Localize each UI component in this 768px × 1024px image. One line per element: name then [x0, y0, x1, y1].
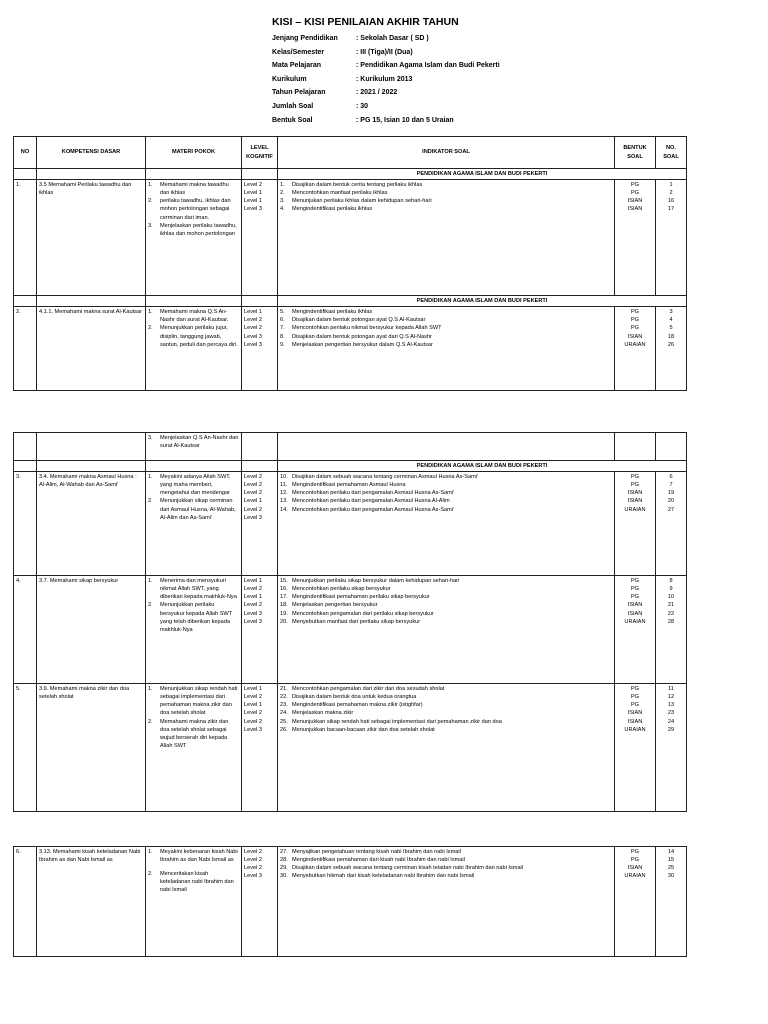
list-number: 24. — [280, 710, 288, 717]
nosoal-cell — [656, 847, 687, 957]
list-text: Mencontohkan perilaku sikap bersyukur — [292, 586, 391, 593]
table-row — [14, 472, 687, 576]
nosoal-text: 3 — [669, 309, 673, 316]
nosoal-text: 18 — [667, 333, 675, 340]
row-number: 1. — [14, 180, 37, 296]
list-number: 15. — [280, 578, 288, 585]
level-text: Level 1 — [244, 686, 263, 693]
list-text: Menjelaskan perilaku tawadhu, ikhlas dan mohon pertolongan — [160, 222, 237, 237]
list-number: 3. — [280, 198, 285, 205]
section-row — [14, 169, 687, 180]
list-number: 28. — [280, 857, 288, 864]
list-number: 1. — [148, 474, 153, 481]
list-number: 2. — [148, 498, 153, 505]
level-cell — [242, 576, 278, 684]
table-row — [14, 684, 687, 812]
nosoal-text: 9 — [669, 586, 673, 593]
indikator-cell — [278, 576, 615, 684]
level-cell — [242, 307, 278, 391]
nosoal-text: 5 — [669, 325, 673, 332]
list-number: 21. — [280, 686, 288, 693]
continuation-row — [14, 433, 687, 461]
list-text: Mengindentifikasi perilaku ikhlas — [292, 206, 373, 213]
list-number: 13. — [280, 498, 288, 505]
list-number: 22. — [280, 694, 288, 701]
meta-label: Kurikulum — [272, 75, 307, 83]
list-number: 2. — [280, 190, 285, 197]
level-text: Level 2 — [244, 710, 263, 717]
list-number: 1. — [280, 182, 285, 189]
nosoal-text: 22 — [667, 610, 675, 617]
meta-value: : PG 15, Isian 10 dan 5 Uraian — [356, 116, 454, 124]
table-header-row — [14, 137, 687, 169]
bentuk-text: PG — [630, 849, 640, 855]
kompetensi-dasar-cell: 3.9. Memahami makna zikir dan doa setelah sholat — [37, 684, 146, 812]
list-number: 16. — [280, 586, 288, 593]
list-number: 27. — [280, 849, 288, 855]
meta-value: : 30 — [356, 102, 369, 110]
kisi-table-part-2 — [13, 432, 687, 812]
list-number: 1. — [148, 849, 153, 855]
list-text: Mencontohkan perilaku nikmat bersyukur kepada Allah SWT — [292, 325, 442, 332]
bentuk-text: PG — [630, 182, 640, 189]
table-row — [14, 180, 687, 296]
list-text: Menunjukkan sikap rendah hati sebagai implementasi dari pemahaman zikir dan doa — [292, 718, 502, 725]
level-text: Level 3 — [244, 206, 263, 213]
materi-cell — [146, 433, 242, 461]
bentuk-text: ISIAN — [627, 490, 643, 497]
table-row — [14, 307, 687, 391]
nosoal-text: 6 — [669, 474, 673, 481]
nosoal-cell — [656, 472, 687, 576]
level-text: Level 2 — [244, 317, 263, 324]
list-text: Disajikan dalam sebuah wacana tentang cerminan Asmaul Husna As-Sami' — [292, 474, 479, 481]
meta-value: : III (Tiga)/II (Dua) — [356, 48, 413, 56]
list-number: 2. — [148, 325, 153, 332]
materi-cell — [146, 307, 242, 391]
list-text: Mengindentifikasi perilaku ikhlas — [292, 309, 373, 316]
bentuk-text: ISIAN — [627, 602, 643, 609]
list-number: 30. — [280, 873, 288, 880]
indikator-cell — [278, 472, 615, 576]
bentuk-cell — [615, 472, 656, 576]
list-number: 11. — [280, 482, 288, 489]
bentuk-cell — [615, 180, 656, 296]
bentuk-text: PG — [630, 482, 640, 489]
list-text: Menunjukkan sikap cerminan dari Asmaul Husna, Al-Wahab, Al-Alim dan As-Sami' — [160, 498, 236, 521]
meta-label: Kelas/Semester — [272, 48, 325, 56]
materi-cell — [146, 847, 242, 957]
level-text: Level 2 — [244, 586, 263, 593]
level-text: Level 2 — [244, 482, 263, 489]
level-text: Level 1 — [244, 198, 263, 205]
level-text: Level 3 — [244, 333, 263, 340]
list-text: Mengindentifikasi pemahaman Asmaul Husna — [292, 482, 406, 489]
list-text: Disajikan dalam bentuk potongan ayat dari Q.S Al-Nashr — [292, 333, 432, 340]
meta-row — [272, 114, 500, 128]
level-text: Level 3 — [244, 726, 263, 733]
level-text: Level 2 — [244, 849, 263, 855]
nosoal-text: 21 — [667, 602, 675, 609]
nosoal-text: 16 — [667, 198, 675, 205]
list-number: 3. — [148, 435, 153, 441]
bentuk-cell — [615, 307, 656, 391]
section-title: PENDIDIKAN AGAMA ISLAM DAN BUDI PEKERTI — [278, 461, 687, 472]
level-text: Level 2 — [244, 182, 263, 189]
meta-label: Jumlah Soal — [272, 102, 314, 110]
bentuk-cell — [615, 576, 656, 684]
document-meta — [272, 32, 500, 127]
list-number: 20. — [280, 618, 288, 625]
level-text: Level 3 — [244, 618, 263, 625]
table-row — [14, 576, 687, 684]
kompetensi-dasar-cell: 3.5 Memahami Perilaku tawadhu dan ikhlas — [37, 180, 146, 296]
level-text: Level 2 — [244, 602, 263, 609]
list-text: perilaku tawadhu, ikhlas dan mohon pertolongan sebagai cerminan dari iman. — [160, 198, 231, 221]
level-text: Level 2 — [244, 474, 263, 481]
indikator-cell — [278, 307, 615, 391]
meta-row — [272, 59, 500, 73]
list-text: Memahami makna Q.S An-Nashr dan surat Al-Kautsar. — [160, 309, 229, 324]
bentuk-text: ISIAN — [627, 206, 643, 213]
list-text: Menunjukkan sikap rendah hati sebagai implementasi dari pemahaman makna zikir dan doa setelah sholat — [160, 686, 238, 717]
level-text: Level 2 — [244, 506, 263, 513]
nosoal-text: 7 — [669, 482, 673, 489]
meta-row — [272, 86, 500, 100]
list-number: 9. — [280, 341, 285, 348]
row-number: 6. — [14, 847, 37, 957]
level-cell — [242, 847, 278, 957]
nosoal-text: 11 — [668, 686, 674, 693]
meta-value: : Sekolah Dasar ( SD ) — [356, 35, 429, 42]
materi-cell — [146, 180, 242, 296]
list-text: Menunjukan perilaku ikhlas dalam kehidupan sehari-hari — [292, 198, 432, 205]
list-number: 12. — [280, 490, 288, 497]
indikator-cell — [278, 180, 615, 296]
bentuk-text: URAIAN — [624, 726, 646, 733]
nosoal-text: 25 — [667, 865, 675, 872]
list-number: 4. — [280, 206, 285, 213]
meta-label: Mata Pelajaran — [272, 62, 322, 70]
table-row — [14, 847, 687, 957]
kompetensi-dasar-cell: 4.1.1. Memahami makna surat Al-Kautsar — [37, 307, 146, 391]
list-text: Menjelaskan Q.S An-Nashr dan surat Al-Kautsar — [160, 435, 239, 450]
list-number: 17. — [280, 594, 288, 601]
list-text: Mengindentifikasi pemahaman perilaku sikap bersyukur — [292, 594, 430, 601]
bentuk-text: PG — [630, 694, 640, 701]
list-number: 1. — [148, 309, 153, 316]
kompetensi-dasar-cell: 3.4. Memahami makna Asmaul Husna : Al-Alim, Al-Wahab dan As-Sami' — [37, 472, 146, 576]
level-text: Level 1 — [244, 578, 263, 585]
nosoal-text: 19 — [667, 490, 675, 497]
list-text: Menjelaskan pengertian bersyukur — [292, 602, 378, 609]
bentuk-text: PG — [630, 702, 640, 709]
list-number: 1. — [148, 578, 153, 585]
bentuk-text: PG — [630, 857, 640, 864]
list-text: Menunjukkan perilaku jujur, disiplin, tanggung jawab, santun, peduli dan percaya diri. — [160, 325, 238, 348]
level-cell — [242, 472, 278, 576]
bentuk-text: PG — [630, 325, 640, 332]
nosoal-text: 1 — [669, 182, 673, 189]
meta-row — [272, 100, 500, 114]
header-level-kognitif: LEVEL KOGNITIF — [242, 137, 278, 169]
header-no-soal: NO. SOAL — [656, 137, 687, 169]
row-number: 2. — [14, 307, 37, 391]
list-number: 25. — [280, 718, 288, 725]
list-number: 14. — [280, 506, 288, 513]
level-text: Level 1 — [244, 190, 263, 197]
level-text: Level 2 — [244, 490, 263, 497]
indikator-cell — [278, 847, 615, 957]
section-title: PENDIDIKAN AGAMA ISLAM DAN BUDI PEKERTI — [278, 296, 687, 307]
list-text: Mencontohkan manfaat perilaku ikhlas — [292, 190, 388, 197]
list-number: 18. — [280, 602, 288, 609]
section-title: PENDIDIKAN AGAMA ISLAM DAN BUDI PEKERTI — [278, 169, 687, 180]
list-text: Memahami makna zikir dan doa setelah sholat sebagai wujud berserah diri kepada Allah SWT — [160, 718, 229, 749]
nosoal-text: 14 — [667, 849, 675, 855]
meta-row — [272, 46, 500, 60]
list-text: Memahami makna tawadhu dan ikhlas — [160, 182, 229, 197]
bentuk-text: PG — [630, 317, 640, 324]
nosoal-text: 13 — [667, 702, 675, 709]
list-number: 29. — [280, 865, 288, 872]
meta-row — [272, 73, 500, 87]
nosoal-cell — [656, 180, 687, 296]
level-text: Level 2 — [244, 718, 263, 725]
nosoal-text: 27 — [667, 506, 675, 513]
bentuk-text: ISIAN — [627, 718, 643, 725]
list-text: Menjelaskan pengertian bersyukur dalam Q.S Al-Kautsar — [292, 341, 433, 348]
bentuk-text: URAIAN — [624, 873, 646, 880]
list-number: 2. — [148, 602, 153, 609]
bentuk-text: ISIAN — [627, 865, 643, 872]
list-text: Mengindentifikasi pemahaman makna zikir (istighfar) — [292, 702, 423, 709]
list-number: 7. — [280, 325, 285, 332]
list-text: Mencontohkan perilaku dari pengamalan Asmaul Husna As-Sami' — [292, 506, 455, 513]
materi-cell — [146, 472, 242, 576]
bentuk-text: ISIAN — [627, 198, 643, 205]
bentuk-text: ISIAN — [627, 498, 643, 505]
bentuk-text: PG — [630, 686, 640, 693]
bentuk-text: ISIAN — [627, 333, 643, 340]
level-text: Level 3 — [244, 873, 263, 880]
list-text: Disajikan dalam bentuk doa untuk kedua orangtua — [292, 694, 417, 701]
bentuk-text: ISIAN — [627, 610, 643, 617]
level-text: Level 3 — [244, 341, 263, 348]
indikator-cell — [278, 684, 615, 812]
list-text: Mencontohkan pengamalan dari zikir dan doa sesudah sholat — [292, 686, 445, 693]
meta-value: : Kurikulum 2013 — [356, 75, 413, 83]
list-text: Mengindentifikasi pemahaman dari kisah nabi Ibrahim dan nabi Ismail — [292, 857, 465, 864]
list-text: Mencontohkan pengamalan dari perilaku sikap bersyukur — [292, 610, 434, 617]
bentuk-text: ISIAN — [627, 710, 643, 717]
list-text: Menyebutkan manfaat dari perilaku sikap bersyukur — [292, 618, 421, 625]
list-text: Menunjukkan perilaku bersyukur kepada Allah SWT yang telah diberikan kepada makhluk-Nya — [160, 602, 233, 633]
list-text: Menunjukkan perilaku sikap bersyukur dalam kehidupan sehari-hari — [292, 578, 460, 585]
nosoal-text: 10 — [667, 594, 675, 601]
section-row — [14, 461, 687, 472]
bentuk-text: PG — [630, 474, 640, 481]
list-text: Disajikan dalam bentuk cerita tentang perilaku ikhlas — [292, 182, 423, 189]
meta-value: : Pendidikan Agama Islam dan Budi Pekerti — [356, 62, 500, 70]
meta-label: Bentuk Soal — [272, 116, 313, 124]
bentuk-text: URAIAN — [624, 341, 646, 348]
nosoal-text: 26 — [667, 341, 675, 348]
list-text: Menunjukkan bacaan-bacaan zikir dan doa setelah sholat — [292, 726, 435, 733]
list-number: 2. — [148, 871, 153, 878]
list-number: 10. — [280, 474, 288, 481]
list-number: 5. — [280, 309, 285, 316]
nosoal-text: 8 — [669, 578, 673, 585]
list-text: Mencontohkan perilaku dari pengamalan Asmaul Husna As-Sami' — [292, 490, 455, 497]
nosoal-text: 17 — [667, 206, 675, 213]
level-text: Level 2 — [244, 857, 263, 864]
list-text: Disajikan dalam sebuah wacana tentang cerminan kisah teladan nabi Ibrahim dan nabi Ismail — [292, 865, 524, 872]
row-number: 4. — [14, 576, 37, 684]
list-number: 6. — [280, 317, 285, 324]
header-materi-pokok: MATERI POKOK — [146, 137, 242, 169]
list-text: Menyebutkan hikmah dari kisah keteladanan nabi Ibrahim dan nabi Ismail — [292, 873, 475, 880]
level-text: Level 3 — [244, 610, 263, 617]
level-text: Level 3 — [244, 514, 263, 521]
section-row — [14, 296, 687, 307]
level-cell — [242, 684, 278, 812]
document-title: KISI – KISI PENILAIAN AKHIR TAHUN — [272, 16, 459, 28]
row-number: 3. — [14, 472, 37, 576]
nosoal-text: 15 — [667, 857, 675, 864]
nosoal-text: 30 — [667, 873, 675, 880]
list-text: Menceritakan kisah keteladanan nabi Ibrahim dan nabi Ismail — [160, 871, 234, 894]
bentuk-cell — [615, 847, 656, 957]
bentuk-text: PG — [630, 578, 640, 585]
level-text: Level 1 — [244, 498, 263, 505]
nosoal-text: 23 — [667, 710, 675, 717]
nosoal-text: 4 — [669, 317, 673, 324]
list-text: Disajikan dalam bentuk potongan ayat Q.S Al-Kautsar — [292, 317, 426, 324]
list-text: Meyakini kebenaran kisah Nabi Ibrahim as dan Nabi Ismail as — [160, 849, 238, 864]
list-text: Menerima dan mensyukuri nikmat Allah SWT, yang diberikan kepada makhluk-Nya — [160, 578, 237, 601]
meta-label: Tahun Pelajaran — [272, 89, 326, 97]
meta-value: : 2021 / 2022 — [356, 89, 398, 97]
bentuk-text: URAIAN — [624, 618, 646, 625]
list-number: 8. — [280, 333, 285, 340]
list-number: 1. — [148, 686, 153, 693]
kompetensi-dasar-cell: 3.7. Memahami sikap bersyukur — [37, 576, 146, 684]
materi-cell — [146, 684, 242, 812]
bentuk-text: PG — [630, 190, 640, 197]
list-number: 2. — [148, 198, 153, 205]
nosoal-text: 2 — [669, 190, 673, 197]
meta-row — [272, 32, 500, 46]
nosoal-text: 20 — [667, 498, 675, 505]
bentuk-cell — [615, 684, 656, 812]
list-number: 2. — [148, 718, 153, 725]
list-number: 1. — [148, 182, 153, 189]
level-text: Level 2 — [244, 865, 263, 872]
nosoal-text: 12 — [667, 694, 675, 701]
nosoal-cell — [656, 684, 687, 812]
header-bentuk-soal: BENTUK SOAL — [615, 137, 656, 169]
nosoal-text: 28 — [667, 618, 675, 625]
list-text: Mencontohkan perilaku dari pengamalan Asmaul Husna Al-Alim — [292, 498, 450, 505]
level-cell — [242, 180, 278, 296]
list-number: 23. — [280, 702, 288, 709]
header-no: NO — [14, 137, 37, 169]
bentuk-text: PG — [630, 309, 640, 316]
level-text: Level 1 — [244, 309, 263, 316]
materi-cell — [146, 576, 242, 684]
header-kompetensi-dasar: KOMPETENSI DASAR — [37, 137, 146, 169]
nosoal-text: 24 — [667, 718, 675, 725]
kompetensi-dasar-cell: 3.13. Memahami kisah keteladanan Nabi Ibrahim as dan Nabi Ismail as — [37, 847, 146, 957]
list-text: Menyajikan pengetahuan tentang kisah nabi Ibrahim dan nabi Ismail — [292, 849, 461, 855]
level-text: Level 2 — [244, 325, 263, 332]
kisi-table-part-3 — [13, 846, 687, 957]
bentuk-text: PG — [630, 594, 640, 601]
list-number: 19. — [280, 610, 288, 617]
row-number: 5. — [14, 684, 37, 812]
list-text: Menjelaskan makna zikir — [292, 710, 354, 717]
level-text: Level 1 — [244, 702, 263, 709]
nosoal-text: 29 — [667, 726, 675, 733]
nosoal-cell — [656, 576, 687, 684]
kisi-table-part-1 — [13, 136, 687, 391]
list-number: 26. — [280, 726, 288, 733]
meta-label: Jenjang Pendidikan — [272, 35, 338, 42]
header-indikator-soal: INDIKATOR SOAL — [278, 137, 615, 169]
nosoal-cell — [656, 307, 687, 391]
bentuk-text: URAIAN — [624, 506, 646, 513]
list-text: Meyakini adanya Allah SWT, yang maha memberi, mengetahui dan mendengar — [160, 474, 231, 497]
level-text: Level 1 — [244, 594, 263, 601]
bentuk-text: PG — [630, 586, 640, 593]
level-text: Level 2 — [244, 694, 263, 701]
list-number: 3. — [148, 222, 153, 229]
